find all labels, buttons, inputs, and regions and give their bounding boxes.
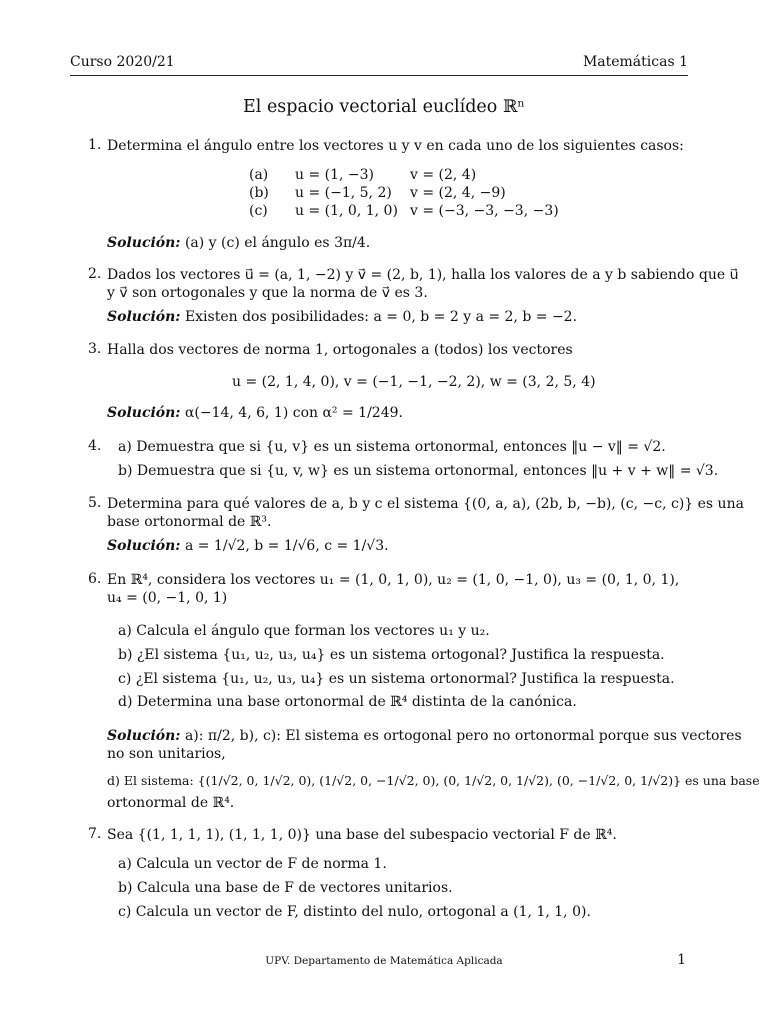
problem-5-solution <box>107 537 389 555</box>
problem-6-item-b: b) ¿El sistema {u₁, u₂, u₃, u₄} es un sistema ortogonal? Justifica la respuesta. <box>118 647 665 663</box>
problem-1-solution <box>107 234 370 252</box>
problem-6-line-2: u₄ = (0, −1, 0, 1) <box>107 590 228 606</box>
case-c-label: (c) <box>249 203 268 219</box>
problem-1-cases-u <box>295 166 398 220</box>
problem-6-solution-3: d) El sistema: {(1/√2, 0, 1/√2, 0), (1/√2, 0, −1/√2, 0), (0, 1/√2, 0, 1/√2), (0, −1/√2, 0, 1/√2)} es una base <box>107 773 760 788</box>
solution-text: α(−14, 4, 6, 1) con α² = 1/249. <box>184 405 403 421</box>
problem-3-number: 3. <box>88 341 102 357</box>
problem-7-item-b: b) Calcula una base de F de vectores unitarios. <box>118 880 453 896</box>
problem-7-number: 7. <box>88 826 102 842</box>
problem-1-text: Determina el ángulo entre los vectores u y v en cada uno de los siguientes casos: <box>107 138 684 154</box>
solution-label: Solución: <box>107 405 181 421</box>
solution-label: Solución: <box>107 538 181 554</box>
case-a-v: v = (2, 4) <box>410 167 477 183</box>
page-number: 1 <box>677 952 686 968</box>
problem-2-number: 2. <box>88 266 102 282</box>
solution-text: a): π/2, b), c): El sistema es ortogonal pero no ortonormal porque sus vectores <box>184 728 742 744</box>
header-subject: Matemáticas 1 <box>582 54 688 70</box>
problem-5-number: 5. <box>88 495 102 511</box>
problem-3-solution <box>107 404 403 422</box>
problem-7-line-1: Sea {(1, 1, 1, 1), (1, 1, 1, 0)} una base del subespacio vectorial F de ℝ⁴. <box>107 827 617 843</box>
problem-1-cases-labels <box>249 166 269 220</box>
header-course: Curso 2020/21 <box>70 54 175 70</box>
solution-label: Solución: <box>107 235 181 251</box>
problem-5-line-2: base ortonormal de ℝ³. <box>107 514 272 530</box>
problem-4-number: 4. <box>88 438 102 454</box>
problem-6-item-a: a) Calcula el ángulo que forman los vectores u₁ y u₂. <box>118 623 490 639</box>
case-a-label: (a) <box>249 167 269 183</box>
problem-1-cases-v <box>410 166 559 220</box>
problem-6-item-c: c) ¿El sistema {u₁, u₂, u₃, u₄} es un sistema ortonormal? Justifica la respuesta. <box>118 671 675 687</box>
header-rule <box>70 75 688 76</box>
solution-text: Existen dos posibilidades: a = 0, b = 2 y a = 2, b = −2. <box>184 309 578 325</box>
problem-5-line-1: Determina para qué valores de a, b y c el sistema {(0, a, a), (2b, b, −b), (c, −c, c)} es una <box>107 496 744 512</box>
problem-6-line-1: En ℝ⁴, considera los vectores u₁ = (1, 0, 1, 0), u₂ = (1, 0, −1, 0), u₃ = (0, 1, 0, 1), <box>107 572 680 588</box>
problem-4-item-b: b) Demuestra que si {u, v, w} es un sistema ortonormal, entonces ‖u + v + w‖ = √3. <box>118 463 719 479</box>
solution-text: (a) y (c) el ángulo es 3π/4. <box>184 235 371 251</box>
case-c-v: v = (−3, −3, −3, −3) <box>410 203 559 219</box>
page-header <box>70 54 688 74</box>
problem-6-number: 6. <box>88 571 102 587</box>
case-b-label: (b) <box>249 185 269 201</box>
solution-text: a = 1/√2, b = 1/√6, c = 1/√3. <box>184 538 389 554</box>
solution-label: Solución: <box>107 728 181 744</box>
problem-7-item-a: a) Calcula un vector de F de norma 1. <box>118 856 387 872</box>
case-c-u: u = (1, 0, 1, 0) <box>295 203 398 219</box>
case-b-u: u = (−1, 5, 2) <box>295 185 392 201</box>
problem-1-number: 1. <box>88 137 102 153</box>
problem-2-line-1: Dados los vectores u⃗ = (a, 1, −2) y v⃗ = (2, b, 1), halla los valores de a y b sabiendo que u⃗ <box>107 267 739 283</box>
problem-6-solution-4: ortonormal de ℝ⁴. <box>107 795 235 811</box>
problem-6-item-d: d) Determina una base ortonormal de ℝ⁴ distinta de la canónica. <box>118 694 577 710</box>
solution-label: Solución: <box>107 309 181 325</box>
case-b-v: v = (2, 4, −9) <box>410 185 506 201</box>
problem-2-solution <box>107 308 577 326</box>
page-title: El espacio vectorial euclídeo ℝⁿ <box>243 97 525 117</box>
page-footer: UPV. Departamento de Matemática Aplicada <box>265 955 503 967</box>
problem-2-line-2: y v⃗ son ortogonales y que la norma de v⃗ es 3. <box>107 285 428 301</box>
case-a-u: u = (1, −3) <box>295 167 375 183</box>
problem-3-line-1: Halla dos vectores de norma 1, ortogonales a (todos) los vectores <box>107 342 573 358</box>
problem-3-vectors: u = (2, 1, 4, 0), v = (−1, −1, −2, 2), w = (3, 2, 5, 4) <box>232 374 596 390</box>
problem-6-solution-1 <box>107 727 742 745</box>
problem-6-solution-2: no son unitarios, <box>107 746 226 762</box>
problem-4-item-a: a) Demuestra que si {u, v} es un sistema ortonormal, entonces ‖u − v‖ = √2. <box>118 439 666 455</box>
problem-7-item-c: c) Calcula un vector de F, distinto del nulo, ortogonal a (1, 1, 1, 0). <box>118 904 591 920</box>
